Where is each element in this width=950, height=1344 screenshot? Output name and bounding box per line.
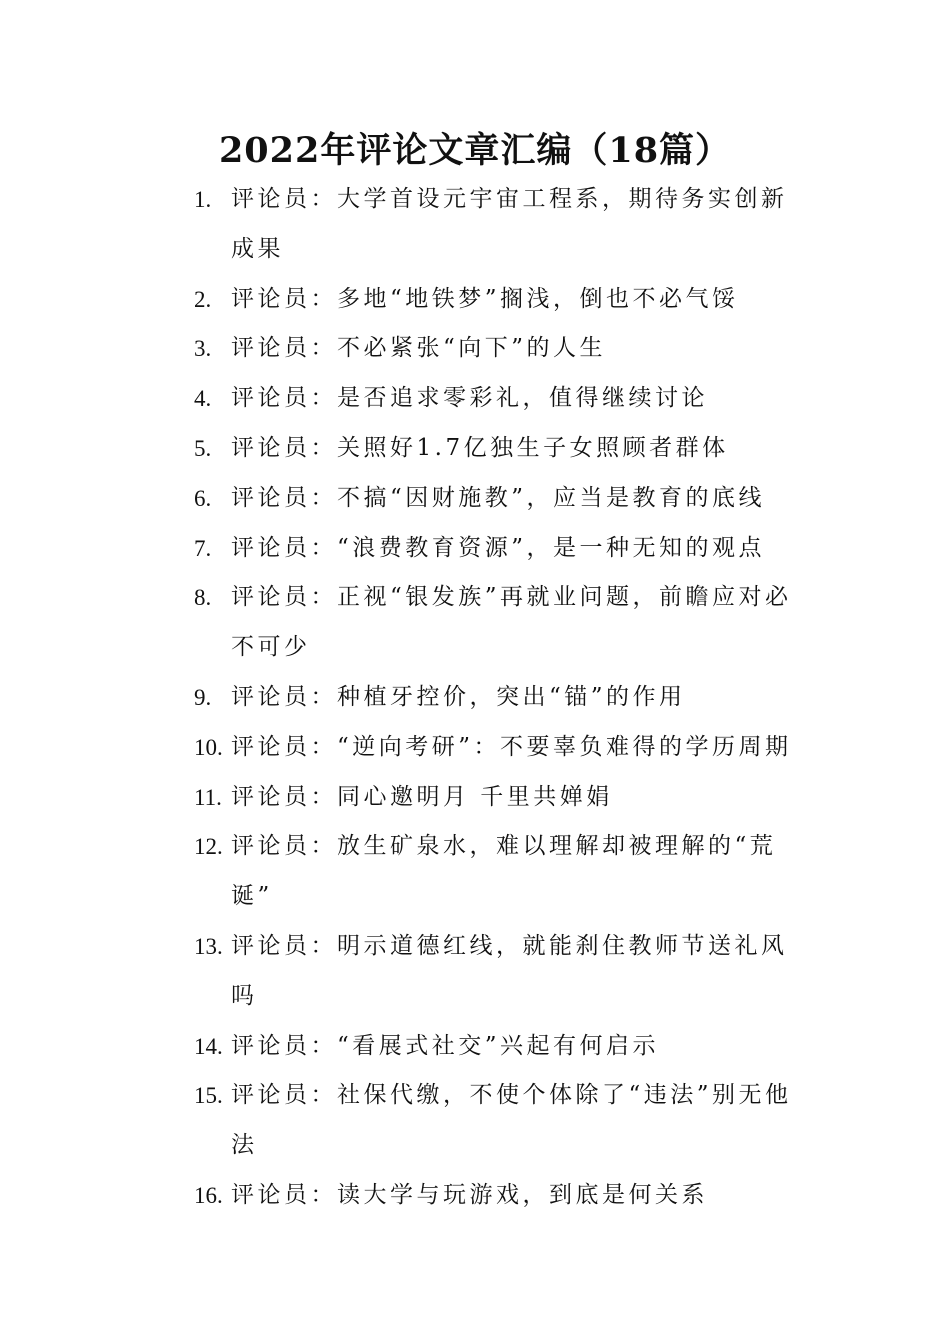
- item-number: 14.: [194, 1033, 223, 1059]
- list-item: [194, 822, 794, 922]
- item-number: 5.: [194, 435, 212, 461]
- item-number: 4.: [194, 386, 212, 412]
- item-title: 评论员：社保代缴，不使个体除了“违法”别无他法: [231, 1082, 792, 1159]
- item-title: 评论员：多地“地铁梦”搁浅，倒也不必气馁: [231, 285, 739, 312]
- item-title: 评论员：是否追求零彩礼，值得继续讨论: [231, 385, 708, 412]
- list-item: [194, 175, 794, 275]
- item-title: 评论员：大学首设元宇宙工程系，期待务实创新成果: [231, 186, 788, 262]
- item-number: 9.: [194, 684, 212, 710]
- item-number: 12.: [194, 834, 223, 860]
- item-number: 2.: [194, 286, 212, 312]
- list-item: [194, 324, 794, 374]
- item-number: 1.: [194, 187, 212, 212]
- item-number: 13.: [194, 933, 223, 959]
- item-number: 6.: [194, 485, 212, 511]
- item-number: 8.: [194, 585, 212, 611]
- item-title: 评论员：“浪费教育资源”，是一种无知的观点: [231, 534, 766, 561]
- item-title: 评论员：关照好1.7亿独生子女照顾者群体: [231, 434, 729, 461]
- list-item: [194, 1171, 794, 1221]
- list-item: [194, 773, 794, 823]
- list-item: [194, 275, 794, 325]
- item-number: 11.: [194, 784, 222, 810]
- item-title: 评论员：不必紧张“向下”的人生: [231, 335, 607, 362]
- list-item: [194, 424, 794, 474]
- list-item: [194, 1071, 794, 1171]
- item-title: 评论员：读大学与玩游戏，到底是何关系: [231, 1181, 708, 1208]
- list-item: [194, 524, 794, 574]
- list-item: [194, 1022, 794, 1072]
- item-title: 评论员：“逆向考研”：不要辜负难得的学历周期: [231, 733, 792, 760]
- item-number: 3.: [194, 336, 212, 362]
- item-title: 评论员：正视“银发族”再就业问题，前瞻应对必不可少: [231, 584, 792, 661]
- list-item: [194, 922, 794, 1022]
- list-item: [194, 374, 794, 424]
- document-title: 2022年评论文章汇编（18篇）: [218, 130, 732, 171]
- item-title: 评论员：种植牙控价，突出“锚”的作用: [231, 683, 686, 710]
- item-title: 评论员：放生矿泉水，难以理解却被理解的“荒诞”: [231, 833, 777, 910]
- item-number: 7.: [194, 535, 212, 561]
- item-title: 评论员：同心邀明月 千里共婵娟: [231, 783, 613, 810]
- article-list: [194, 175, 794, 1221]
- list-item: [194, 573, 794, 673]
- list-item: [194, 723, 794, 773]
- list-item: [194, 474, 794, 524]
- item-number: 10.: [194, 734, 223, 760]
- item-number: 15.: [194, 1083, 223, 1109]
- list-item: [194, 673, 794, 723]
- item-title: 评论员：“看展式社交”兴起有何启示: [231, 1032, 660, 1059]
- item-number: 16.: [194, 1182, 223, 1208]
- item-title: 评论员：不搞“因财施教”，应当是教育的底线: [231, 484, 766, 511]
- item-title: 评论员：明示道德红线，就能刹住教师节送礼风吗: [231, 932, 788, 1009]
